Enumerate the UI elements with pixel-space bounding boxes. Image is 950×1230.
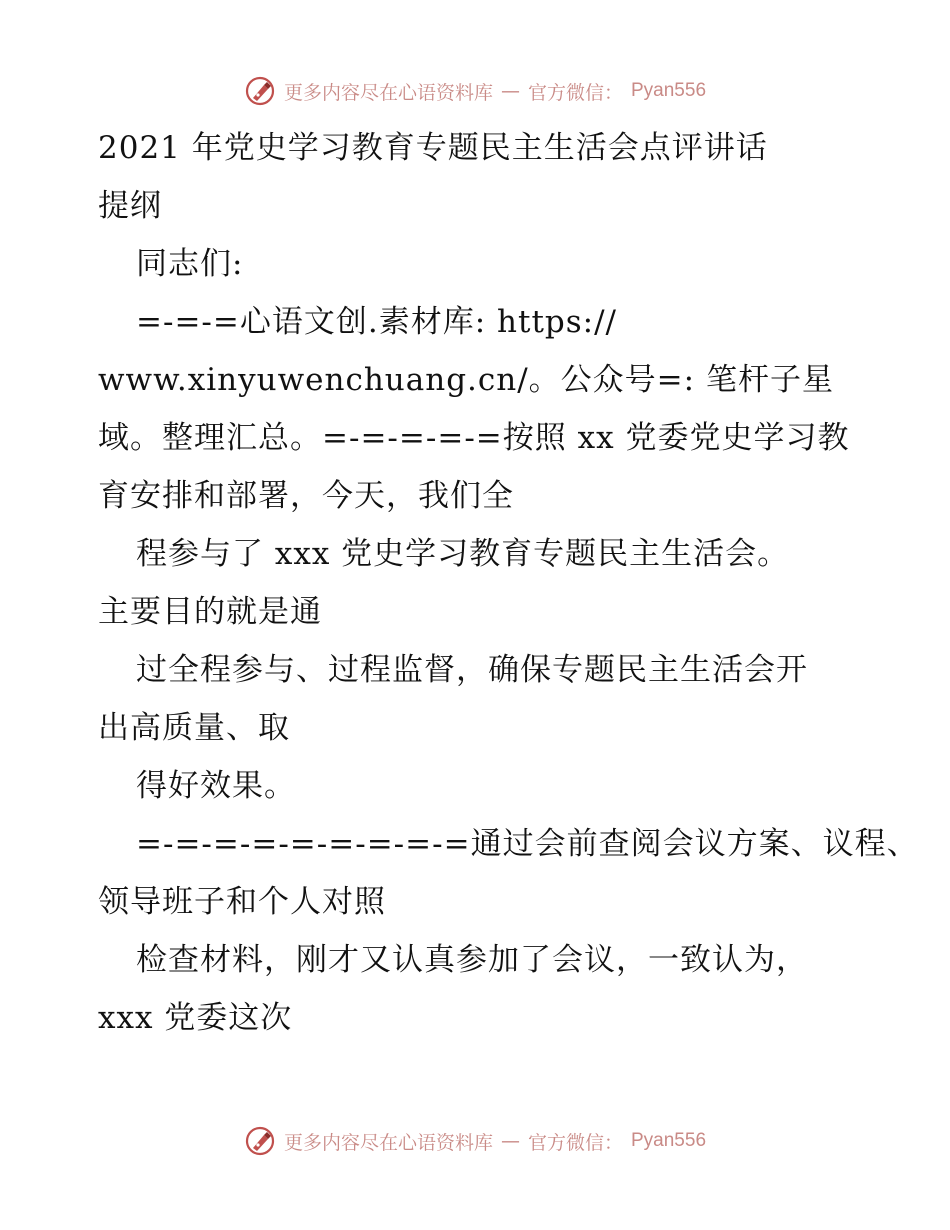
- paragraph-line: 域。整理汇总。=-=-=-=-=按照 xx 党委党史学习教: [98, 420, 850, 456]
- banner-wechat-label: 官方微信：: [527, 81, 623, 104]
- paragraph-line: www.xinyuwenchuang.cn/。公众号=: 笔杆子星: [98, 362, 834, 398]
- paragraph-line: =-=-=心语文创.素材库: https://: [136, 304, 617, 340]
- banner-wechat-id: Pyan556: [631, 80, 707, 101]
- footer-watermark-banner: [0, 1123, 950, 1159]
- banner-text: 更多内容尽在心语资料库: [283, 1131, 493, 1154]
- paragraph-line: =-=-=-=-=-=-=-=-=通过会前查阅会议方案、议程、: [136, 826, 919, 862]
- paragraph-line: 育安排和部署，今天，我们全: [98, 478, 514, 514]
- paragraph-line: 得好效果。: [136, 768, 296, 804]
- paragraph-line: 程参与了 xxx 党史学习教育专题民主生活会。: [136, 536, 790, 572]
- paragraph-line: 出高质量、取: [98, 710, 290, 746]
- salutation: 同志们:: [136, 246, 244, 282]
- paragraph-line: xxx 党委这次: [98, 1000, 293, 1036]
- paragraph-line: 检查材料，刚才又认真参加了会议，一致认为，: [136, 942, 808, 978]
- pen-nib-logo-icon: [244, 1125, 276, 1157]
- banner-wechat-id: Pyan556: [631, 1130, 707, 1151]
- banner-dash: —: [500, 1130, 520, 1152]
- paragraph-line: 领导班子和个人对照: [98, 884, 386, 920]
- paragraph-line: 主要目的就是通: [98, 594, 322, 630]
- banner-dash: —: [500, 80, 520, 102]
- title-line-1: 2021 年党史学习教育专题民主生活会点评讲话: [98, 130, 768, 166]
- banner-wechat-label: 官方微信：: [527, 1131, 623, 1154]
- title-line-2: 提纲: [98, 188, 162, 224]
- paragraph-line: 过全程参与、过程监督，确保专题民主生活会开: [136, 652, 808, 688]
- banner-text: 更多内容尽在心语资料库: [283, 81, 493, 104]
